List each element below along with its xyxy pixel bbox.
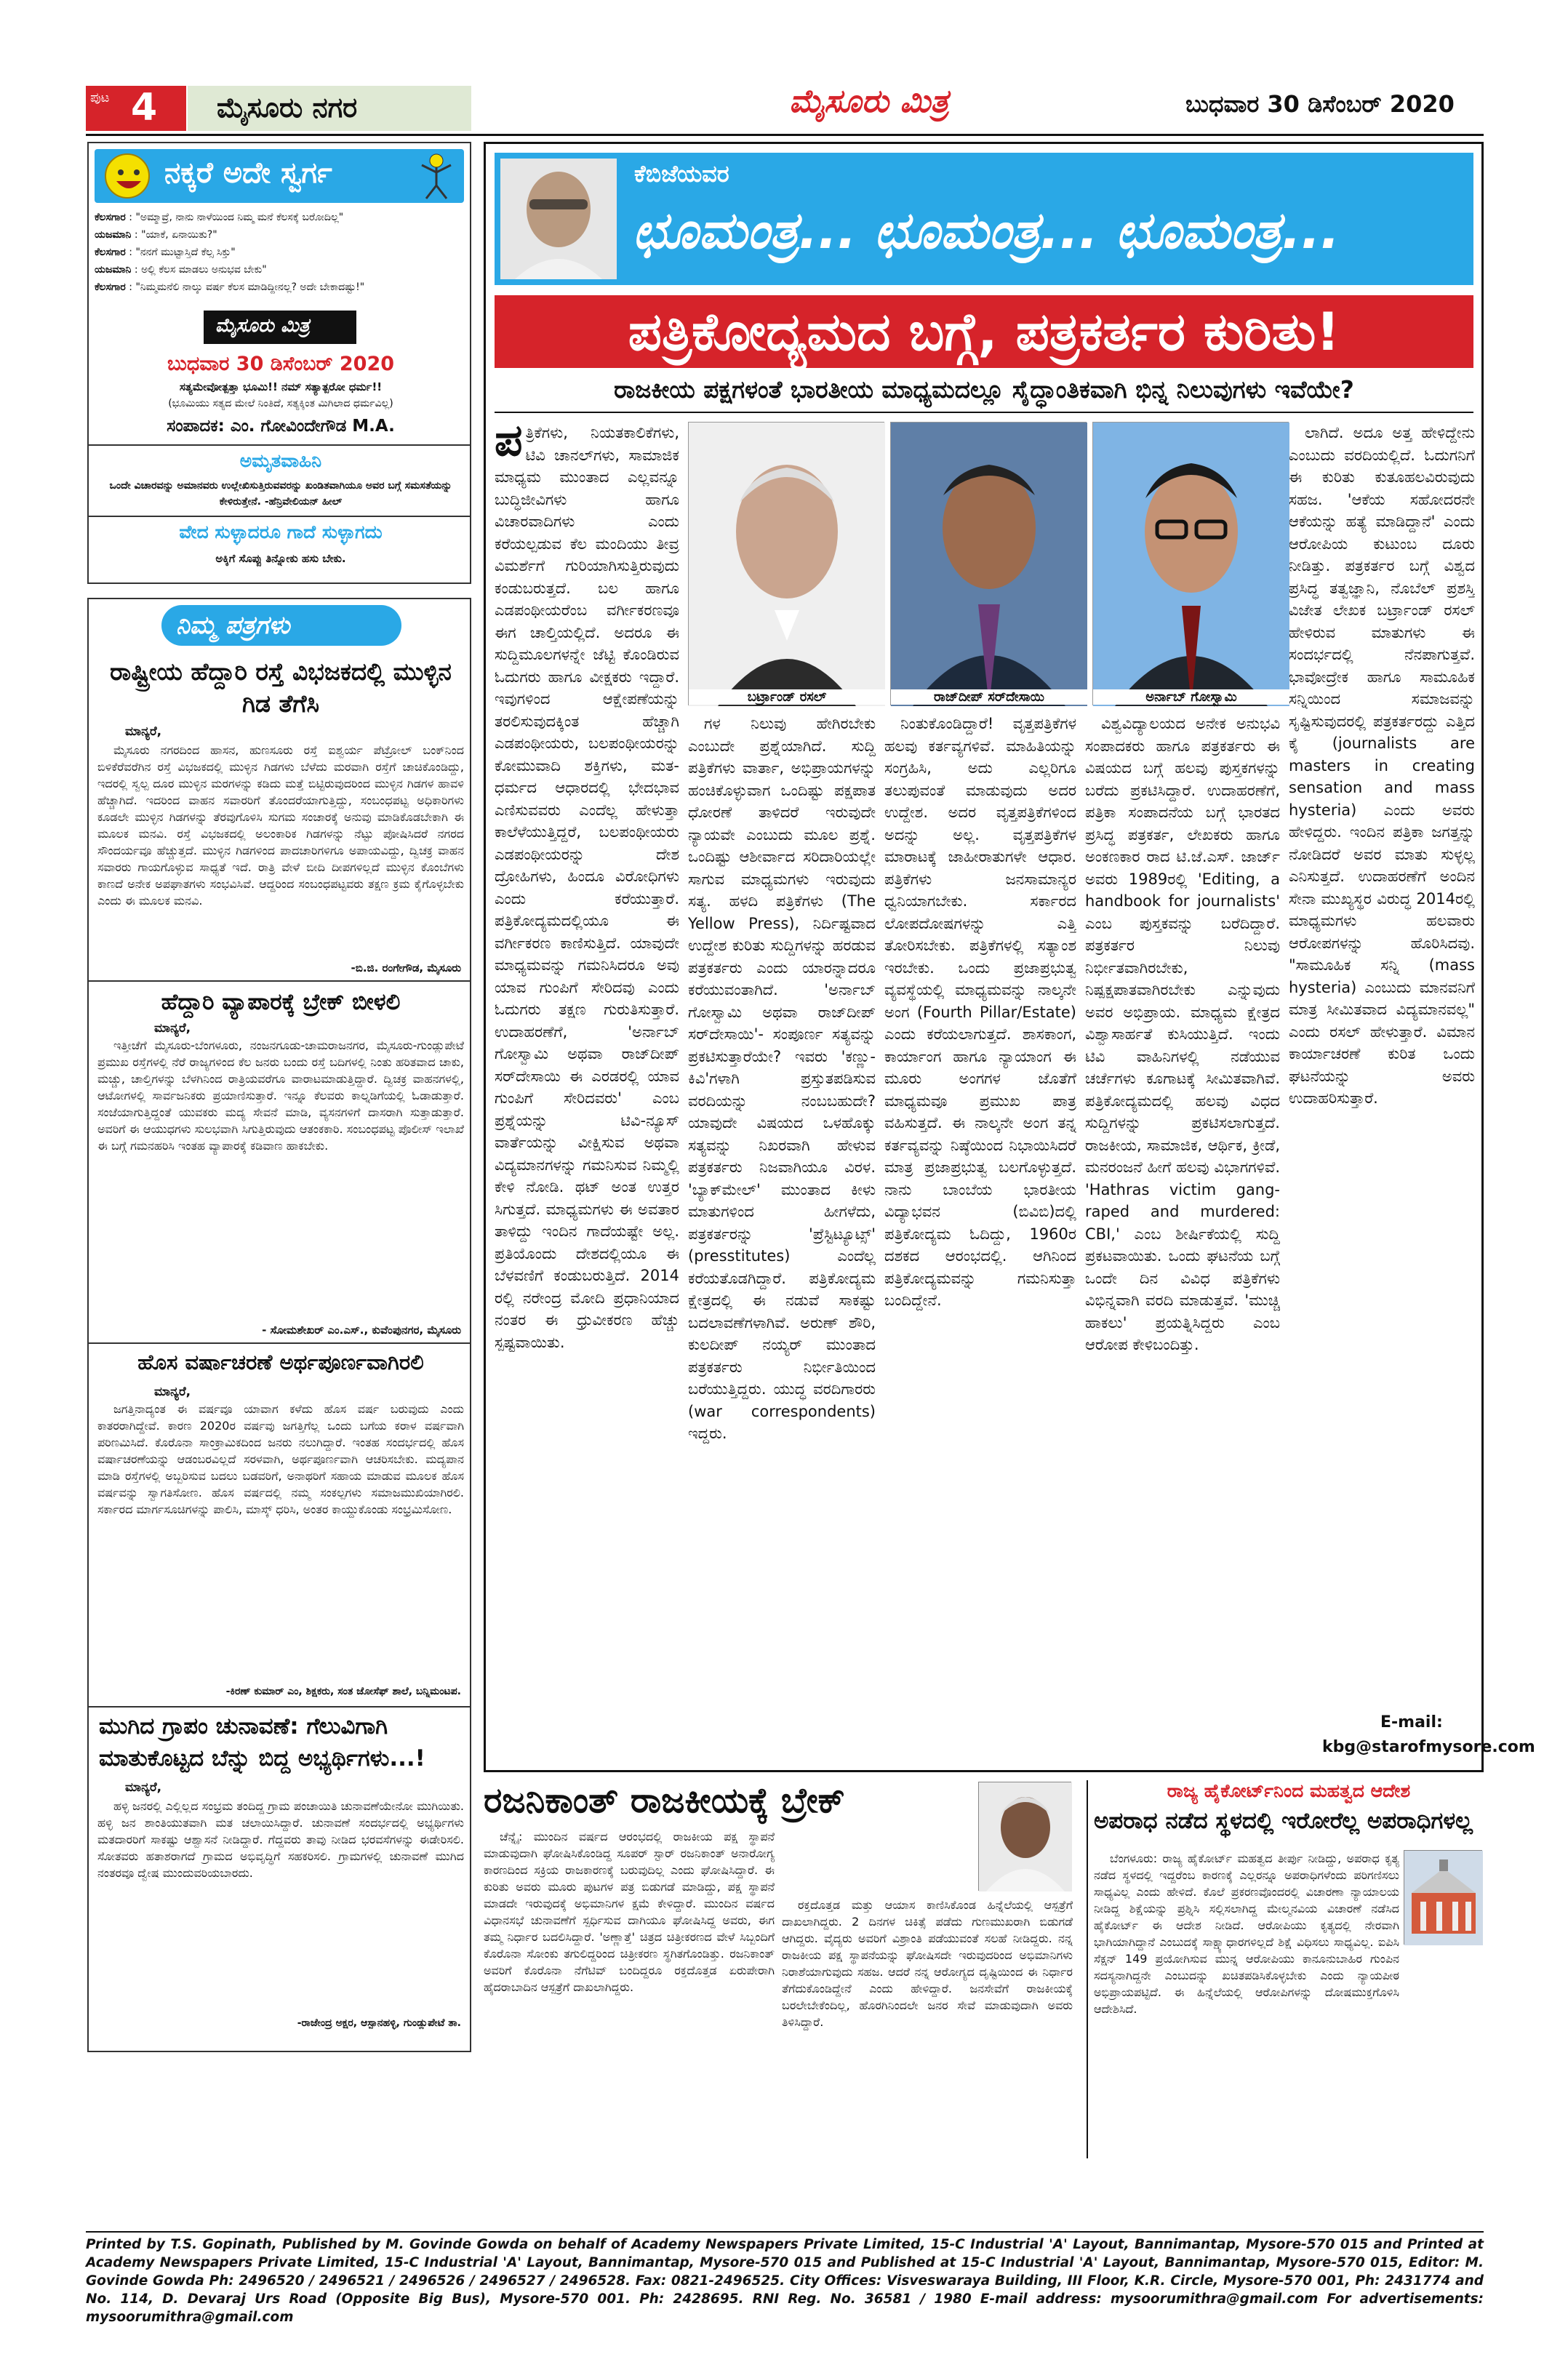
letter-body	[97, 1037, 464, 1322]
letter-salutation: ಮಾನ್ಯರೆ,	[125, 724, 162, 739]
joke-speaker: ಕೆಲಸಗಾರ	[95, 281, 126, 293]
article-text: ಚೆನ್ನೈ: ಮುಂದಿನ ವರ್ಷದ ಆರಂಭದಲ್ಲಿ ರಾಜಕೀಯ ಪಕ್ಷ ಸ್ಥಾಪನೆ ಮಾಡುವುದಾಗಿ ಘೋಷಿಸಿಕೊಂಡಿದ್ದ ಸೂಪರ್ ಸ್ಟಾರ್ ರಜನಿಕಾಂತ್ ಅನಾರೋಗ್ಯ ಕಾರಣದಿಂದ ಸಕ್ರಿಯ ರಾಜಕಾರಣಕ್ಕೆ ಬರುವುದಿಲ್ಲ ಎಂದು ಘೋಷಿಸಿದ್ದಾರೆ. ಈ ಕುರಿತು ಅವರು ಮೂರು ಪುಟಗಳ ಪತ್ರ ಬಿಡುಗಡೆ ಮಾಡಿದ್ದು, ಪಕ್ಷ ಸ್ಥಾಪನೆ ಮಾಡದೇ ಇರುವುದಕ್ಕೆ ಅಭಿಮಾನಿಗಳ ಕ್ಷಮೆ ಕೇಳಿದ್ದಾರೆ. ಮುಂದಿನ ವರ್ಷದ ವಿಧಾನಸಭೆ ಚುನಾವಣೆಗೆ ಸ್ಪರ್ಧಿಸುವ ದಾಗಿಯೂ ಘೋಷಿಸಿದ್ದ ಅವರು, ಈಗ ತಮ್ಮ ನಿರ್ಧಾರ ಬದಲಿಸಿದ್ದಾರೆ. 'ಅಣ್ಣಾತ್ತೆ' ಚಿತ್ರದ ಚಿತ್ರೀಕರಣದ ವೇಳೆ ಸಿಬ್ಬಂದಿಗೆ ಕೊರೊನಾ ಸೋಂಕು ತಗುಲಿದ್ದರಿಂದ ಚಿತ್ರೀಕರಣ ಸ್ಥಗಿತಗೊಂಡಿತ್ತು. ರಜನಿಕಾಂತ್ ಅವರಿಗೆ ಕೊರೊನಾ ನೆಗೆಟಿವ್ ಬಂದಿದ್ದರೂ ರಕ್ತದೊತ್ತಡ ಏರುಪೇರಾಗಿ ಹೈದರಾಬಾದಿನ ಆಸ್ಪತ್ರೆಗೆ ದಾಖಲಾಗಿದ್ದರು.	[484, 1830, 775, 1994]
article-column-3	[884, 713, 1076, 1767]
dropcap: ಪ	[495, 422, 523, 466]
divider	[89, 516, 470, 517]
joke-text: : "ಅಮ್ಮಾವ್ರೆ, ನಾನು ನಾಳೆಯಿಂದ ನಿಮ್ಮ ಮನೆ ಕೆಲಸಕ್ಕೆ ಬರೋದಿಲ್ಲ"	[129, 212, 344, 223]
joke-text: : "ನನಗೆ ಮುಟ್ಟಾಸ್ತಿದೆ ಕೆಲ್ಸ ಸಿಕ್ತು"	[129, 247, 236, 258]
highcourt-kicker: ರಾಜ್ಯ ಹೈಕೋರ್ಟ್‌ನಿಂದ ಮಹತ್ವದ ಆದೇಶ	[1167, 1780, 1411, 1801]
letter-paragraph: ಇತ್ತೀಚೆಗೆ ಮೈಸೂರು-ಬೆಂಗಳೂರು, ನಂಜನಗೂಡು-ಚಾಮರಾಜನಗರ, ಮೈಸೂರು-ಗುಂಡ್ಲುಪೇಟೆ ಪ್ರಮುಖ ರಸ್ತೆಗಳಲ್ಲಿ ನೆರೆ ರಾಜ್ಯಗಳಿಂದ ಕೆಲ ಜನರು ಬಂದು ರಸ್ತೆ ಬದಿಗಳಲ್ಲಿ ನಿಂತು ಹರಿತವಾದ ಚಾಕು, ಮಚ್ಚು, ಚಾಲ್ತಿಗಳನ್ನು ಬೆಳಗಿನಿಂದ ರಾತ್ರಿಯವರೆಗೂ ವಾರಾಟಮಾಡುತ್ತಿದ್ದಾರೆ. ದ್ವಿಚಕ್ರ ವಾಹನಗಳಲ್ಲಿ, ಆಟೋಗಳಲ್ಲಿ ಸಾರ್ವಜನಿಕರು ಪ್ರಯಾಣಿಸುತ್ತಾರೆ. ಇನ್ನೂ ಕೆಲವರು ಕಾಲ್ನಡಿಗೆಯಲ್ಲಿ ಓಡಾಡುತ್ತಾರೆ. ಸಂಜೆಯಾಗುತ್ತಿದ್ದಂತೆ ಯುವಕರು ಮದ್ಯ ಸೇವನೆ ಮಾಡಿ, ವ್ಯಸನಗಳಿಗೆ ದಾಸರಾಗಿ ಸುತ್ತಾಡುತ್ತಾರೆ. ಅವರಿಗೆ ಈ ಆಯುಧಗಳು ಸುಲಭವಾಗಿ ಸಿಗುತ್ತಿರುವುದು ಆತಂಕಕಾರಿ. ಸಂಬಂಧಪಟ್ಟ ಪೊಲೀಸ್ ಇಲಾಖೆ ಈ ಬಗ್ಗೆ ಗಮನಹರಿಸಿ ಇಂತಹ ವ್ಯಾಪಾರಕ್ಕೆ ಕಡಿವಾಣ ಹಾಕಬೇಕು.	[97, 1038, 464, 1153]
divider	[1087, 1780, 1088, 2158]
article-headline-box	[495, 295, 1473, 368]
joke-line	[95, 279, 467, 296]
letter-headline: ಹೆದ್ದಾರಿ ವ್ಯಾಪಾರಕ್ಕೆ ಬ್ರೇಕ್ ಬೀಳಲಿ	[161, 989, 401, 1015]
letter-body	[97, 742, 464, 960]
letter-signature: -ಬಿ.ಜಿ. ರಂಗೇಗೌಡ, ಮೈಸೂರು	[351, 961, 461, 974]
mini-masthead: ಮೈಸೂರು ಮಿತ್ರ	[215, 315, 310, 337]
divider	[89, 980, 470, 982]
amrutavahini-title: ಅಮೃತವಾಹಿನಿ	[239, 450, 322, 471]
rajini-body-1	[484, 1828, 775, 2155]
joke-list	[95, 209, 467, 296]
column-kicker: ಕೆಬಿಜೆಯವರ	[634, 160, 729, 188]
letter-body	[97, 1798, 464, 2013]
letter-headline: ಮುಗಿದ ಗ್ರಾಪಂ ಚುನಾವಣೆ: ಗೆಲುವಿಗಾಗಿ ಮಾತುಕೊಟ್ಟದ ಬೆನ್ನು ಬಿದ್ದ ಅಭ್ಯರ್ಥಿಗಳು...!	[99, 1713, 425, 1772]
article-column-5	[1289, 422, 1475, 1694]
letter-headline: ರಾಷ್ಟ್ರೀಯ ಹೆದ್ದಾರಿ ರಸ್ತೆ ವಿಭಜಕದಲ್ಲಿ ಮುಳ್ಳಿನ ಗಿಡ ತೆಗೆಸಿ	[110, 657, 452, 718]
joke-speaker: ಕೆಲಸಗಾರ	[95, 247, 126, 258]
laughing-face-icon	[105, 153, 150, 199]
photo-caption: ಬರ್ಟ್ರಾಂಡ್ ರಸಲ್	[689, 689, 885, 705]
letters-title-bar	[161, 605, 401, 646]
photo-bertrand-russell	[688, 422, 884, 705]
column-banner	[495, 153, 1473, 285]
joke-text: : ಅಲ್ಲಿ ಕೆಲಸ ಮಾಡಲು ಅನುಭವ ಬೇಕು"	[134, 264, 267, 276]
section-bar	[188, 86, 471, 131]
article-text: ತ್ರಿಕೆಗಳು, ನಿಯತಕಾಲಿಕೆಗಳು, ಟಿವಿ ಚಾನಲ್‌ಗಳು, ಸಾಮಾಜಿಕ ಮಾಧ್ಯಮ ಮುಂತಾದ ಎಲ್ಲವನ್ನೂ ಬುದ್ಧಿಜೀವಿಗಳು ಹಾಗೂ ವಿಚಾರವಾದಿಗಳು ಎಂದು ಕರೆಯಲ್ಪಡುವ ಕೆಲ ಮಂದಿಯು ತೀವ್ರ ವಿಮರ್ಶೆಗೆ ಗುರಿಯಾಗಿಸುತ್ತಿರುವುದು ಕಂಡುಬರುತ್ತದೆ. ಬಲ ಹಾಗೂ ಎಡಪಂಥೀಯರೆಂಬ ವರ್ಗೀಕರಣವೂ ಈಗ ಚಾಲ್ತಿಯಲ್ಲಿದೆ. ಅದರೂ ಈ ಸುದ್ದಿಮೂಲಗಳನ್ನೇ ಜೆಟ್ಟಿ ಕೊಂಡಿರುವ ಓದುಗರು ಹಾಗೂ ವೀಕ್ಷಕರು ಇದ್ದಾರೆ. ಇವುಗಳಿಂದ ಆಕ್ಷೇಪಣೆಯನ್ನು ತರಲಿಸುವುದಕ್ಕಿಂತ ಹೆಚ್ಚಾಗಿ ಎಡಪಂಥೀಯರು, ಬಲಪಂಥೀಯರನ್ನು ಕೋಮುವಾದಿ ಶಕ್ತಿಗಳು, ಮತ-ಧರ್ಮದ ಆಧಾರದಲ್ಲಿ ಭೇದಭಾವ ಎಣಿಸುವವರು ಎಂದೆಲ್ಲ ಹೇಳುತ್ತಾ ಕಾಲೆಳೆಯುತ್ತಿದ್ದರೆ, ಬಲಪಂಥೀಯರು ಎಡಪಂಥೀಯರನ್ನು ದೇಶ ದ್ರೋಹಿಗಳು, ಹಿಂದೂ ವಿರೋಧಿಗಳು ಎಂದು ಕರೆಯುತ್ತಾರೆ. ಪತ್ರಿಕೋದ್ಯಮದಲ್ಲಿಯೂ ಈ ವರ್ಗೀಕರಣ ಕಾಣಿಸುತ್ತಿದೆ. ಯಾವುದೇ ಮಾಧ್ಯಮವನ್ನು ಗಮನಿಸಿದರೂ ಅವು ಯಾವ ಗುಂಪಿಗೆ ಸೇರಿದವು ಎಂದು ಓದುಗರು ತಕ್ಷಣ ಗುರುತಿಸುತ್ತಾರೆ. ಉದಾಹರಣೆಗೆ, 'ಅರ್ನಾಬ್ ಗೋಸ್ವಾಮಿ ಅಥವಾ ರಾಜ್‌ದೀಪ್ ಸರ್‌ದೇಸಾಯಿ ಈ ಎರಡರಲ್ಲಿ ಯಾವ ಗುಂಪಿಗೆ ಸೇರಿದವರು' ಎಂಬ ಪ್ರಶ್ನೆಯನ್ನು ಟಿವಿ-ನ್ಯೂಸ್ ವಾರ್ತೆಯನ್ನು ವೀಕ್ಷಿಸುವ ಅಥವಾ ವಿದ್ಯಮಾನಗಳನ್ನು ಗಮನಿಸುವ ನಿಮ್ಮಲ್ಲಿ ಕೇಳಿ ನೋಡಿ. ಥಟ್ ಅಂತ ಉತ್ತರ ಸಿಗುತ್ತದೆ. ಮಾಧ್ಯಮಗಳು ಈ ಅವತಾರ ತಾಳಿದ್ದು ಇಂದಿನ ಗಾದೆಯಷ್ಟೇ ಅಲ್ಲ. ಪ್ರತಿಯೊಂದು ದೇಶದಲ್ಲಿಯೂ ಈ ಬೆಳವಣಿಗೆ ಕಂಡುಬರುತ್ತಿದೆ. 2014 ರಲ್ಲಿ ನರೇಂದ್ರ ಮೋದಿ ಪ್ರಧಾನಿಯಾದ ನಂತರ ಈ ಧ್ರುವೀಕರಣ ಹೆಚ್ಚು ಸ್ಪಷ್ಟವಾಯಿತು.	[495, 424, 679, 1351]
divider	[89, 1342, 470, 1344]
joke-text: : "ನಿಮ್ಮಮನೆಲಿ ನಾಲ್ಕು ವರ್ಷ ಕೆಲಸ ಮಾಡಿದ್ದೀನಲ್ಲ? ಅದೇ ಬೇಕಾದಷ್ಟು!"	[129, 281, 365, 293]
divider	[89, 444, 470, 446]
editor-label: ಸಂಪಾದಕ:	[167, 417, 225, 436]
divider	[89, 1706, 470, 1708]
letter-paragraph: ಜಗತ್ತಿನಾದ್ಯಂತ ಈ ವರ್ಷವೂ ಯಾವಾಗ ಕಳೆದು ಹೊಸ ವರ್ಷ ಬರುವುದು ಎಂದು ಕಾತರರಾಗಿದ್ದೇವೆ. ಕಾರಣ 2020ರ ವರ್ಷವು ಜಗತ್ತಿಗೆಲ್ಲ ಒಂದು ಬಗೆಯ ಕರಾಳ ವರ್ಷವಾಗಿ ಪರಿಣಮಿಸಿದೆ. ಕೊರೊನಾ ಸಾಂಕ್ರಾಮಿಕದಿಂದ ಜನರು ನಲುಗಿದ್ದಾರೆ. ಇಂತಹ ಸಂದರ್ಭದಲ್ಲಿ ಹೊಸ ವರ್ಷಾಚರಣೆಯನ್ನು ಆಡಂಬರವಿಲ್ಲದೆ ಸರಳವಾಗಿ, ಅರ್ಥಪೂರ್ಣವಾಗಿ ಆಚರಿಸಬೇಕು. ಮದ್ಯಪಾನ ಮಾಡಿ ರಸ್ತೆಗಳಲ್ಲಿ ಅಬ್ಬರಿಸುವ ಬದಲು ಬಡವರಿಗೆ, ಅನಾಥರಿಗೆ ಸಹಾಯ ಮಾಡುವ ಮೂಲಕ ಹೊಸ ವರ್ಷವನ್ನು ಸ್ವಾಗತಿಸೋಣ. ಹೊಸ ವರ್ಷದಲ್ಲಿ ನಮ್ಮ ಸಂಕಲ್ಪಗಳು ಸಮಾಜಮುಖಿಯಾಗಿರಲಿ. ಸರ್ಕಾರದ ಮಾರ್ಗಸೂಚಿಗಳನ್ನು ಪಾಲಿಸಿ, ಮಾಸ್ಕ್ ಧರಿಸಿ, ಅಂತರ ಕಾಯ್ದುಕೊಂಡು ಸಂಭ್ರಮಿಸೋಣ.	[97, 1402, 464, 1516]
letter-salutation: ಮಾನ್ಯರೆ,	[154, 1385, 191, 1399]
column-title: ಛೂಮಂತ್ರ... ಛೂಮಂತ್ರ... ಛೂಮಂತ್ರ...	[633, 201, 1340, 260]
photo-arnab-goswami	[1092, 422, 1289, 705]
proverb-title: ವೇದ ಸುಳ್ಳಾದರೂ ಗಾದೆ ಸುಳ್ಳಾಗದು	[179, 521, 383, 543]
mini-masthead-box	[204, 311, 356, 344]
joke-text: : "ಯಾಕೆ, ಏನಾಯಿತು?"	[134, 229, 217, 241]
letter-signature: -ರಾಜೇಂದ್ರ ಅಕ್ಷರ, ಆಸ್ಪಾನಹಳ್ಳಿ, ಗುಂಡ್ಲುಪೇಟೆ ತಾ.	[297, 2017, 461, 2029]
article-text: ಗಳ ನಿಲುವು ಹೇಗಿರಬೇಕು ಎಂಬುದೇ ಪ್ರಶ್ನೆಯಾಗಿದೆ. ಸುದ್ದಿ ಪತ್ರಿಕೆಗಳು ವಾರ್ತಾ, ಅಭಿಪ್ರಾಯಗಳನ್ನು ಹಂಚಿಕೊಳ್ಳುವಾಗ ಒಂದಿಷ್ಟು ಪಕ್ಷಪಾತ ಧೋರಣೆ ತಾಳಿದರೆ ಇರುವುದೇ ನ್ಯಾಯವೇ ಎಂಬುದು ಮೂಲ ಪ್ರಶ್ನೆ. ಒಂದಿಷ್ಟು ಆಶೀರ್ವಾದ ಸರಿದಾರಿಯಲ್ಲೇ ಸಾಗುವ ಮಾಧ್ಯಮಗಳು ಇರುವುದು ಸತ್ಯ. ಹಳದಿ ಪತ್ರಿಕೆಗಳು (The Yellow Press), ನಿರ್ದಿಷ್ಟವಾದ ಉದ್ದೇಶ ಕುರಿತು ಸುದ್ದಿಗಳನ್ನು ಹರಡುವ ಪತ್ರಕರ್ತರು ಎಂದು ಯಾರನ್ನಾದರೂ ಕರೆಯುವಂತಾಗಿದೆ. 'ಅರ್ನಾಬ್ ಗೋಸ್ವಾಮಿ ಅಥವಾ ರಾಜ್‌ದೀಪ್ ಸರ್‌ದೇಸಾಯಿ'- ಸಂಪೂರ್ಣ ಸತ್ಯವನ್ನು ಪ್ರಕಟಿಸುತ್ತಾರೆಯೇ? ಇವರು 'ಕಣ್ಣು-ಕಿವಿ'ಗಳಾಗಿ ಪ್ರಸ್ತುತಪಡಿಸುವ ವರದಿಯನ್ನು ನಂಬಬಹುದೇ? ಯಾವುದೇ ವಿಷಯದ ಒಳಹೊಕ್ಕು ಸತ್ಯವನ್ನು ನಿಖರವಾಗಿ ಹೇಳುವ ಪತ್ರಕರ್ತರು ನಿಜವಾಗಿಯೂ ವಿರಳ. 'ಬ್ಯಾಕ್‌ಮೇಲ್' ಮುಂತಾದ ಕೀಳು ಮಾತುಗಳಿಂದ ಹೀಗಳೆದು, ಪತ್ರಕರ್ತರನ್ನು 'ಪ್ರೆಸ್ಟಿಟ್ಯೂಟ್ಸ್' (presstitutes) ಎಂದೆಲ್ಲ ಕರೆಯತೊಡಗಿದ್ದಾರೆ. ಪತ್ರಿಕೋದ್ಯಮ ಕ್ಷೇತ್ರದಲ್ಲಿ ಈ ನಡುವೆ ಸಾಕಷ್ಟು ಬದಲಾವಣೆಗಳಾಗಿವೆ. ಅರುಣ್ ಶೌರಿ, ಕುಲದೀಪ್ ನಯ್ಯರ್ ಮುಂತಾದ ಪತ್ರಕರ್ತರು ನಿರ್ಭೀತಿಯಿಂದ ಬರೆಯುತ್ತಿದ್ದರು. ಯುದ್ಧ ವರದಿಗಾರರು (war correspondents) ಇದ್ದರು.	[688, 715, 876, 1442]
article-column-1	[495, 422, 679, 1767]
proverb-text: ಅಕ್ಕಿಗೆ ಸೊಪ್ಪು ತಿನ್ನೋಕು ಹಸು ಬೇಕು.	[215, 552, 346, 565]
joke-speaker: ಕೆಲಸಗಾರ	[95, 212, 126, 223]
letter-salutation: ಮಾನ್ಯರೆ,	[154, 1021, 191, 1036]
header-date: ಬುಧವಾರ 30 ಡಿಸೆಂಬರ್ 2020	[1185, 90, 1455, 118]
joke-line	[95, 226, 467, 244]
stick-figure-icon	[415, 152, 458, 200]
slogan-2: (ಭೂಮಿಯು ಸತ್ಯದ ಮೇಲೆ ನಿಂತಿದೆ, ಸತ್ಯಕ್ಕಿಂತ ಮಿಗಿಲಾದ ಧರ್ಮವಿಲ್ಲ)	[168, 398, 393, 409]
letters-title: ನಿಮ್ಮ ಪತ್ರಗಳು	[176, 611, 290, 640]
slogan-1: ಸತ್ಯಮೇವೋತ್ಪತ್ತಾ ಭೂಮಿ!! ನಮ್ ಸತ್ಯಾತ್ಪರೋ ಧರ್ಮ!!	[179, 380, 383, 393]
highcourt-body	[1094, 1850, 1399, 2144]
mini-date: ಬುಧವಾರ 30 ಡಿಸೆಂಬರ್ 2020	[167, 353, 395, 375]
highcourt-photo	[1404, 1850, 1482, 1945]
humor-title-bar	[95, 149, 464, 203]
article-headline: ಪತ್ರಿಕೋದ್ಯಮದ ಬಗ್ಗೆ, ಪತ್ರಕರ್ತರ ಕುರಿತು!	[628, 301, 1340, 362]
article-text: ಬೆಂಗಳೂರು: ರಾಜ್ಯ ಹೈಕೋರ್ಟ್ ಮಹತ್ವದ ತೀರ್ಪು ನೀಡಿದ್ದು, ಅಪರಾಧ ಕೃತ್ಯ ನಡೆದ ಸ್ಥಳದಲ್ಲಿ ಇದ್ದರೆಂಬ ಕಾರಣಕ್ಕೆ ಎಲ್ಲರನ್ನೂ ಅಪರಾಧಿಗಳೆಂದು ಪರಿಗಣಿಸಲು ಸಾಧ್ಯವಿಲ್ಲ ಎಂದು ಹೇಳಿದೆ. ಕೊಲೆ ಪ್ರಕರಣವೊಂದರಲ್ಲಿ ವಿಚಾರಣಾ ನ್ಯಾಯಾಲಯ ನೀಡಿದ್ದ ಶಿಕ್ಷೆಯನ್ನು ಪ್ರಶ್ನಿಸಿ ಸಲ್ಲಿಸಲಾಗಿದ್ದ ಮೇಲ್ಮನವಿಯ ವಿಚಾರಣೆ ನಡೆಸಿದ ಹೈಕೋರ್ಟ್ ಈ ಆದೇಶ ನೀಡಿದೆ. ಆರೋಪಿಯು ಕೃತ್ಯದಲ್ಲಿ ನೇರವಾಗಿ ಭಾಗಿಯಾಗಿದ್ದಾನೆ ಎಂಬುದಕ್ಕೆ ಸಾಕ್ಷ್ಯಾಧಾರಗಳಿಲ್ಲದೆ ಶಿಕ್ಷೆ ವಿಧಿಸಲು ಸಾಧ್ಯವಿಲ್ಲ. ಐಪಿಸಿ ಸೆಕ್ಷನ್ 149 ಪ್ರಯೋಗಿಸುವ ಮುನ್ನ ಆರೋಪಿಯು ಕಾನೂನುಬಾಹಿರ ಗುಂಪಿನ ಸದಸ್ಯನಾಗಿದ್ದನೇ ಎಂಬುದನ್ನು ಖಚಿತಪಡಿಸಿಕೊಳ್ಳಬೇಕು ಎಂದು ನ್ಯಾಯಪೀಠ ಅಭಿಪ್ರಾಯಪಟ್ಟಿದೆ. ಈ ಹಿನ್ನೆಲೆಯಲ್ಲಿ ಆರೋಪಿಗಳನ್ನು ದೋಷಮುಕ್ತಗೊಳಿಸಿ ಆದೇಶಿಸಿದೆ.	[1094, 1851, 1399, 2016]
rajini-body-2	[782, 1897, 1073, 2155]
header-rule	[86, 134, 1484, 136]
photo-caption: ರಾಜ್‌ದೀಪ್ ಸರ್‌ದೇಸಾಯಿ	[891, 689, 1087, 705]
columnist-photo	[500, 159, 617, 279]
letter-headline: ಹೊಸ ವರ್ಷಾಚರಣೆ ಅರ್ಥಪೂರ್ಣವಾಗಿರಲಿ	[137, 1350, 424, 1374]
letter-paragraph: ಮೈಸೂರು ನಗರದಿಂದ ಹಾಸನ, ಹುಣಸೂರು ರಸ್ತೆ ಐಶ್ವರ್ಯ ಪೆಟ್ರೋಲ್ ಬಂಕ್‌ನಿಂದ ಬಿಳಿಕೆರೆವರೆಗಿನ ರಸ್ತೆ ವಿಭಜಕದಲ್ಲಿ ಮುಳ್ಳಿನ ಗಿಡಗಳು ಬೆಳೆದು ಮರವಾಗಿ ರಸ್ತೆಗೆ ಚಾಚಿಕೊಂಡಿದ್ದು, ಇದರಲ್ಲಿ ಸ್ವಲ್ಪ ದೂರ ಮುಳ್ಳಿನ ಮರಗಳನ್ನು ಕಡಿದು ಮತ್ತೆ ಬಿಟ್ಟಿರುವುದರಿಂದ ಮುಳ್ಳಿನ ಗಿಡಗಳ ಹಾವಳಿ ಹೆಚ್ಚಾಗಿದೆ. ಇದರಿಂದ ವಾಹನ ಸವಾರರಿಗೆ ತೊಂದರೆಯಾಗುತ್ತಿದ್ದು, ಸಂಬಂಧಪಟ್ಟ ಅಧಿಕಾರಿಗಳು ಕೂಡಲೇ ಮುಳ್ಳಿನ ಗಿಡಗಳನ್ನು ತೆರವುಗೊಳಿಸಿ ಸುಗಮ ಸಂಚಾರಕ್ಕೆ ಅನುವು ಮಾಡಿಕೊಡಬೇಕಾಗಿ ಈ ಮೂಲಕ ಮನವಿ. ರಸ್ತೆ ವಿಭಜಕದಲ್ಲಿ ಅಲಂಕಾರಿಕ ಗಿಡಗಳನ್ನು ನೆಟ್ಟು ಪೋಷಿಸಿದರೆ ನಗರದ ಸೌಂದರ್ಯವೂ ಹೆಚ್ಚುತ್ತದೆ. ಮುಳ್ಳಿನ ಗಿಡಗಳಿಂದ ಪಾದಚಾರಿಗಳಿಗೂ ಅಪಾಯವಿದ್ದು, ದ್ವಿಚಕ್ರ ವಾಹನ ಸವಾರರು ಗಾಯಗೊಳ್ಳುವ ಸಾಧ್ಯತೆ ಇದೆ. ರಾತ್ರಿ ವೇಳೆ ಬೀದಿ ದೀಪಗಳಿಲ್ಲದೆ ಮುಳ್ಳಿನ ಕೊಂಬೆಗಳು ಕಾಣದೆ ಅನೇಕ ಅಪಘಾತಗಳು ಸಂಭವಿಸಿವೆ. ಆದ್ದರಿಂದ ಸಂಬಂಧಪಟ್ಟವರು ತಕ್ಷಣ ಕ್ರಮ ಕೈಗೊಳ್ಳಬೇಕು ಎಂದು ಈ ಮೂಲಕ ಮನವಿ.	[97, 743, 464, 908]
letter-body	[97, 1401, 464, 1684]
article-text: ಲಾಗಿದೆ. ಅದೂ ಅತ್ತ ಹೇಳಿದ್ದೇನು ಎಂಬುದು ವರದಿಯಲ್ಲಿದೆ. ಓದುಗನಿಗೆ ಈ ಕುರಿತು ಕುತೂಹಲವಿರುವುದು ಸಹಜ. 'ಆಕೆಯ ಸಹೋದರನೇ ಆಕೆಯನ್ನು ಹತ್ಯೆ ಮಾಡಿದ್ದಾನೆ' ಎಂದು ಆರೋಪಿಯ ಕುಟುಂಬ ದೂರು ನೀಡಿತ್ತು. ಪತ್ರಕರ್ತರ ಬಗ್ಗೆ ವಿಶ್ವದ ಪ್ರಸಿದ್ಧ ತತ್ವಜ್ಞಾನಿ, ನೊಬೆಲ್ ಪ್ರಶಸ್ತಿ ವಿಜೇತ ಲೇಖಕ ಬರ್ಟ್ರಾಂಡ್ ರಸಲ್ ಹೇಳಿರುವ ಮಾತುಗಳು ಈ ಸಂದರ್ಭದಲ್ಲಿ ನೆನಪಾಗುತ್ತವೆ. ಭಾವೋದ್ರೇಕ ಹಾಗೂ ಸಾಮೂಹಿಕ ಸನ್ನಿಯಿಂದ ಸಮಾಜವನ್ನು ಸೃಷ್ಟಿಸುವುದರಲ್ಲಿ ಪತ್ರಕರ್ತರದ್ದು ಎತ್ತಿದ ಕೈ (journalists are masters in creating sensation and mass hysteria) ಎಂದು ಅವರು ಹೇಳಿದ್ದರು. ಇಂದಿನ ಪತ್ರಿಕಾ ಜಗತ್ತನ್ನು ನೋಡಿದರೆ ಅವರ ಮಾತು ಸುಳ್ಳಲ್ಲ ಎನಿಸುತ್ತದೆ. ಉದಾಹರಣೆಗೆ ಅಂದಿನ ಸೇನಾ ಮುಖ್ಯಸ್ಥರ ವಿರುದ್ಧ 2014ರಲ್ಲಿ ಮಾಧ್ಯಮಗಳು ಹಲವಾರು ಆರೋಪಗಳನ್ನು ಹೊರಿಸಿದವು. "ಸಾಮೂಹಿಕ ಸನ್ನಿ (mass hysteria) ಎಂಬುದು ಮಾನವನಿಗೆ ಮಾತ್ರ ಸೀಮಿತವಾದ ವಿದ್ಯಮಾನವಲ್ಲ" ಎಂದು ರಸಲ್ ಹೇಳುತ್ತಾರೆ. ವಿಮಾನ ಕಾರ್ಯಾಚರಣೆ ಕುರಿತ ಒಂದು ಘಟನೆಯನ್ನು ಅವರು ಉದಾಹರಿಸುತ್ತಾರೆ.	[1289, 424, 1475, 1107]
masthead: ಮೈಸೂರು ಮಿತ್ರ	[789, 83, 949, 120]
joke-line	[95, 261, 467, 279]
rajini-article	[484, 1780, 1080, 2217]
editor-line	[89, 417, 473, 436]
divider	[495, 412, 1473, 413]
article-column-4	[1085, 713, 1280, 1767]
article-text: ರಕ್ತದೊತ್ತಡ ಮತ್ತು ಆಯಾಸ ಕಾಣಿಸಿಕೊಂಡ ಹಿನ್ನೆಲೆಯಲ್ಲಿ ಆಸ್ಪತ್ರೆಗೆ ದಾಖಲಾಗಿದ್ದರು. 2 ದಿನಗಳ ಚಿಕಿತ್ಸೆ ಪಡೆದು ಗುಣಮುಖರಾಗಿ ಬಿಡುಗಡೆ ಆಗಿದ್ದರು. ವೈದ್ಯರು ಅವರಿಗೆ ವಿಶ್ರಾಂತಿ ಪಡೆಯುವಂತೆ ಸಲಹೆ ನೀಡಿದ್ದರು. ನನ್ನ ರಾಜಕೀಯ ಪಕ್ಷ ಸ್ಥಾಪನೆಯನ್ನು ಘೋಷಿಸದೇ ಇರುವುದರಿಂದ ಅಭಿಮಾನಿಗಳು ನಿರಾಶೆಯಾಗುವುದು ಸಹಜ. ಆದರೆ ನನ್ನ ಆರೋಗ್ಯದ ದೃಷ್ಟಿಯಿಂದ ಈ ನಿರ್ಧಾರ ತೆಗೆದುಕೊಂಡಿದ್ದೇನೆ ಎಂದು ಹೇಳಿದ್ದಾರೆ. ಜನಸೇವೆಗೆ ರಾಜಕೀಯಕ್ಕೆ ಬರಲೇಬೇಕೆಂದಿಲ್ಲ, ಹೊರಗಿನಿಂದಲೇ ಜನರ ಸೇವೆ ಮಾಡುವುದಾಗಿ ಅವರು ತಿಳಿಸಿದ್ದಾರೆ.	[782, 1898, 1073, 2029]
rajinikanth-photo	[978, 1782, 1071, 1891]
joke-line	[95, 244, 467, 261]
page-number: 4	[131, 86, 158, 129]
photo-rajdeep-sardesai	[890, 422, 1087, 705]
letter-signature: -ಕಿರಣ್ ಕುಮಾರ್ ಎಂ, ಶಿಕ್ಷಕರು, ಸಂತ ಜೋಸೆಫ್ ಶಾಲೆ, ಬನ್ನಿಮಂಟಪ.	[225, 1686, 461, 1697]
amrutavahini-text: ಒಂದೇ ವಿಚಾರವನ್ನು ಅಮಾನವರು ಉಲ್ಲೇಖಿಸುತ್ತಿರುವವರನ್ನು ಖಂಡಿತವಾಗಿಯೂ ಅವರ ಬಗ್ಗೆ ಸಮಸತೆಯನ್ನು ಕೇಳಿರುತ್ತೇನೆ. -ಹೆನ್ರಿವೇಲಿಯನ್ ಹೀಲ್	[109, 480, 452, 508]
section-name: ಮೈಸೂರು ನಗರ	[217, 92, 358, 124]
highcourt-article	[1094, 1780, 1484, 2158]
article-subheadline: ರಾಜಕೀಯ ಪಕ್ಷಗಳಂತೆ ಭಾರತೀಯ ಮಾಧ್ಯಮದಲ್ಲೂ ಸೈದ್ಧಾಂತಿಕವಾಗಿ ಭಿನ್ನ ನಿಲುವುಗಳು ಇವೆಯೇ?	[614, 375, 1354, 404]
humor-box	[87, 142, 471, 584]
page-label-box	[86, 86, 186, 131]
article-text: ವಿಶ್ವವಿದ್ಯಾಲಯದ ಅನೇಕ ಅನುಭವಿ ಸಂಪಾದಕರು ಹಾಗೂ ಪತ್ರಕರ್ತರು ಈ ವಿಷಯದ ಬಗ್ಗೆ ಹಲವು ಪುಸ್ತಕಗಳನ್ನು ಬರೆದು ಪ್ರಕಟಿಸಿದ್ದಾರೆ. ಉದಾಹರಣೆಗೆ, ಪತ್ರಿಕಾ ಸಂಪಾದನೆಯ ಬಗ್ಗೆ ಭಾರತದ ಪ್ರಸಿದ್ಧ ಪತ್ರಕರ್ತ, ಲೇಖಕರು ಹಾಗೂ ಅಂಕಣಕಾರ ರಾದ ಟಿ.ಜೆ.ಎಸ್. ಜಾರ್ಜ್ ಅವರು 1989ರಲ್ಲಿ 'Editing, a handbook for journalists' ಎಂಬ ಪುಸ್ತಕವನ್ನು ಬರೆದಿದ್ದಾರೆ. ಪತ್ರಕರ್ತರ ನಿಲುವು ನಿರ್ಭೀತವಾಗಿರಬೇಕು, ನಿಷ್ಪಕ್ಷಪಾತವಾಗಿರಬೇಕು ಎನ್ನುವುದು ಅವರ ಅಭಿಪ್ರಾಯ. ಮಾಧ್ಯಮ ಕ್ಷೇತ್ರದ ವಿಶ್ವಾಸಾರ್ಹತೆ ಕುಸಿಯುತ್ತಿದೆ. ಇಂದು ಟಿವಿ ವಾಹಿನಿಗಳಲ್ಲಿ ನಡೆಯುವ ಚರ್ಚೆಗಳು ಕೂಗಾಟಕ್ಕೆ ಸೀಮಿತವಾಗಿವೆ. ಪತ್ರಿಕೋದ್ಯಮದಲ್ಲಿ ಹಲವು ವಿಧದ ಸುದ್ದಿಗಳನ್ನು ಪ್ರಕಟಿಸಲಾಗುತ್ತದೆ. ರಾಜಕೀಯ, ಸಾಮಾಜಿಕ, ಆರ್ಥಿಕ, ಕ್ರೀಡೆ, ಮನರಂಜನೆ ಹೀಗೆ ಹಲವು ವಿಭಾಗಗಳಿವೆ. 'Hathras victim gang-raped and murdered: CBI,' ಎಂಬ ಶೀರ್ಷಿಕೆಯಲ್ಲಿ ಸುದ್ದಿ ಪ್ರಕಟವಾಯಿತು. ಒಂದು ಘಟನೆಯ ಬಗ್ಗೆ ಒಂದೇ ದಿನ ವಿವಿಧ ಪತ್ರಿಕೆಗಳು ವಿಭಿನ್ನವಾಗಿ ವರದಿ ಮಾಡುತ್ತವೆ. 'ಮುಚ್ಚಿ ಹಾಕಲು' ಪ್ರಯತ್ನಿಸಿದ್ದರು ಎಂಬ ಆರೋಪ ಕೇಳಿಬಂದಿತ್ತು.	[1085, 715, 1280, 1353]
joke-line	[95, 209, 467, 226]
letter-signature: - ಸೋಮಶೇಖರ್ ಎಂ.ಎಸ್., ಕುವೆಂಪುನಗರ, ಮೈಸೂರು	[262, 1324, 461, 1337]
letter-paragraph: ಹಳ್ಳಿ ಜನರಲ್ಲಿ ಎಲ್ಲಿಲ್ಲದ ಸಂಭ್ರಮ ತಂದಿದ್ದ ಗ್ರಾಮ ಪಂಚಾಯಿತಿ ಚುನಾವಣೆಯೇನೋ ಮುಗಿಯಿತು. ಹಳ್ಳಿ ಜನ ಶಾಂತಿಯುತವಾಗಿ ಮತ ಚಲಾಯಿಸಿದ್ದಾರೆ. ಚುನಾವಣೆ ಸಂದರ್ಭದಲ್ಲಿ ಅಭ್ಯರ್ಥಿಗಳು ಮತದಾರರಿಗೆ ಸಾಕಷ್ಟು ಆಶ್ವಾಸನೆ ನೀಡಿದ್ದಾರೆ. ಗೆದ್ದವರು ತಾವು ನೀಡಿದ ಭರವಸೆಗಳನ್ನು ಈಡೇರಿಸಲಿ. ಸೋತವರು ಹತಾಶರಾಗದೆ ಗ್ರಾಮದ ಅಭಿವೃದ್ಧಿಗೆ ಸಹಕರಿಸಲಿ. ಗ್ರಾಮಗಳಲ್ಲಿ ಚುನಾವಣೆ ಮುಗಿದ ನಂತರವೂ ದ್ವೇಷ ಮುಂದುವರಿಯಬಾರದು.	[97, 1799, 464, 1880]
imprint: Printed by T.S. Gopinath, Published by M. Govinde Gowda on behalf of Academy Newspapers Private Limited, 15-C Industrial 'A' Layout, Bannimantap, Mysore-570 015 and Printed at Academy Newspapers Private Limited, 15-C Industrial 'A' Layout, Bannimantap, Mysore-570 015 and Published at 15-C Industrial 'A' Layout, Bannimantap, Mysore-570 015, Editor: M. Govinde Gowda Ph: 2496520 / 2496521 / 2496526 / 2496527 / 2496528. Fax: 0821-2496525. City Offices: Visveswaraya Building, III Floor, K.R. Circle, Mysore-570 001, Ph: 2431774 and No. 114, D. Devaraj Urs Road (Opposite Big Bus), Mysore-570 001. Ph: 2428695. RNI Reg. No. 36581 / 1980 E-mail address: mysoorumithra@gmail.com For advertisements: mysoorumithra@gmail.com	[86, 2237, 1484, 2325]
contact-label: E-mail:	[1380, 1713, 1443, 1732]
humor-title: ನಕ್ಕರೆ ಅದೇ ಸ್ವರ್ಗ	[164, 156, 332, 190]
contact-email: kbg@starofmysore.com	[1322, 1738, 1535, 1756]
rajini-headline: ರಜನಿಕಾಂತ್ ರಾಜಕೀಯಕ್ಕೆ ಬ್ರೇಕ್	[484, 1780, 845, 1821]
letters-box	[87, 598, 471, 2052]
column-article-box	[484, 142, 1535, 1772]
article-column-2	[688, 713, 876, 1767]
divider	[86, 2231, 1484, 2233]
article-text: ನಿಂತುಕೊಂಡಿದ್ದಾರೆ! ವೃತ್ತಪತ್ರಿಕೆಗಳ ಹಲವು ಕರ್ತವ್ಯಗಳಿವೆ. ಮಾಹಿತಿಯನ್ನು ಸಂಗ್ರಹಿಸಿ, ಅದು ಎಲ್ಲರಿಗೂ ತಲುಪುವಂತೆ ಮಾಡುವುದು ಅದರ ಉದ್ದೇಶ. ಅದರ ವೃತ್ತಪತ್ರಿಕೆಗಳಿಂದ ಅದನ್ನು ಅಲ್ಲ. ವೃತ್ತಪತ್ರಿಕೆಗಳ ಮಾರಾಟಕ್ಕೆ ಜಾಹೀರಾತುಗಳೇ ಆಧಾರ. ಪತ್ರಿಕೆಗಳು ಜನಸಾಮಾನ್ಯರ ಧ್ವನಿಯಾಗಬೇಕು. ಸರ್ಕಾರದ ಲೋಪದೋಷಗಳನ್ನು ಎತ್ತಿ ತೋರಿಸಬೇಕು. ಪತ್ರಿಕೆಗಳಲ್ಲಿ ಸತ್ಯಾಂಶ ಇರಬೇಕು. ಒಂದು ಪ್ರಜಾಪ್ರಭುತ್ವ ವ್ಯವಸ್ಥೆಯಲ್ಲಿ ಮಾಧ್ಯಮವನ್ನು ನಾಲ್ಕನೇ ಅಂಗ (Fourth Pillar/Estate) ಎಂದು ಕರೆಯಲಾಗುತ್ತದೆ. ಶಾಸಕಾಂಗ, ಕಾರ್ಯಾಂಗ ಹಾಗೂ ನ್ಯಾಯಾಂಗ ಈ ಮೂರು ಅಂಗಗಳ ಜೊತೆಗೆ ಮಾಧ್ಯಮವೂ ಪ್ರಮುಖ ಪಾತ್ರ ವಹಿಸುತ್ತದೆ. ಈ ನಾಲ್ಕನೇ ಅಂಗ ತನ್ನ ಕರ್ತವ್ಯವನ್ನು ನಿಷ್ಠೆಯಿಂದ ನಿಭಾಯಿಸಿದರೆ ಮಾತ್ರ ಪ್ರಜಾಪ್ರಭುತ್ವ ಬಲಗೊಳ್ಳುತ್ತದೆ. ನಾನು ಬಾಂಬೆಯ ಭಾರತೀಯ ವಿದ್ಯಾಭವನ (ಬಿವಿಬಿ)ದಲ್ಲಿ ಪತ್ರಿಕೋದ್ಯಮ ಓದಿದ್ದು, 1960ರ ದಶಕದ ಆರಂಭದಲ್ಲಿ. ಆಗಿನಿಂದ ಪತ್ರಿಕೋದ್ಯಮವನ್ನು ಗಮನಿಸುತ್ತಾ ಬಂದಿದ್ದೇನೆ.	[884, 715, 1076, 1309]
joke-speaker: ಯಜಮಾನಿ	[95, 229, 132, 241]
editor-name: ಎಂ. ಗೋವಿಂದೇಗೌಡ M.A.	[230, 417, 395, 436]
photo-caption: ಅರ್ನಾಬ್ ಗೋಸ್ವಾಮಿ	[1093, 689, 1289, 705]
letter-salutation: ಮಾನ್ಯರೆ,	[125, 1780, 162, 1795]
page-label: ಪುಟ	[90, 90, 110, 105]
highcourt-headline: ಅಪರಾಧ ನಡೆದ ಸ್ಥಳದಲ್ಲಿ ಇರೋರೆಲ್ಲ ಅಪರಾಧಿಗಳಲ್ಲ	[1094, 1808, 1473, 1834]
joke-speaker: ಯಜಮಾನಿ	[95, 264, 132, 276]
